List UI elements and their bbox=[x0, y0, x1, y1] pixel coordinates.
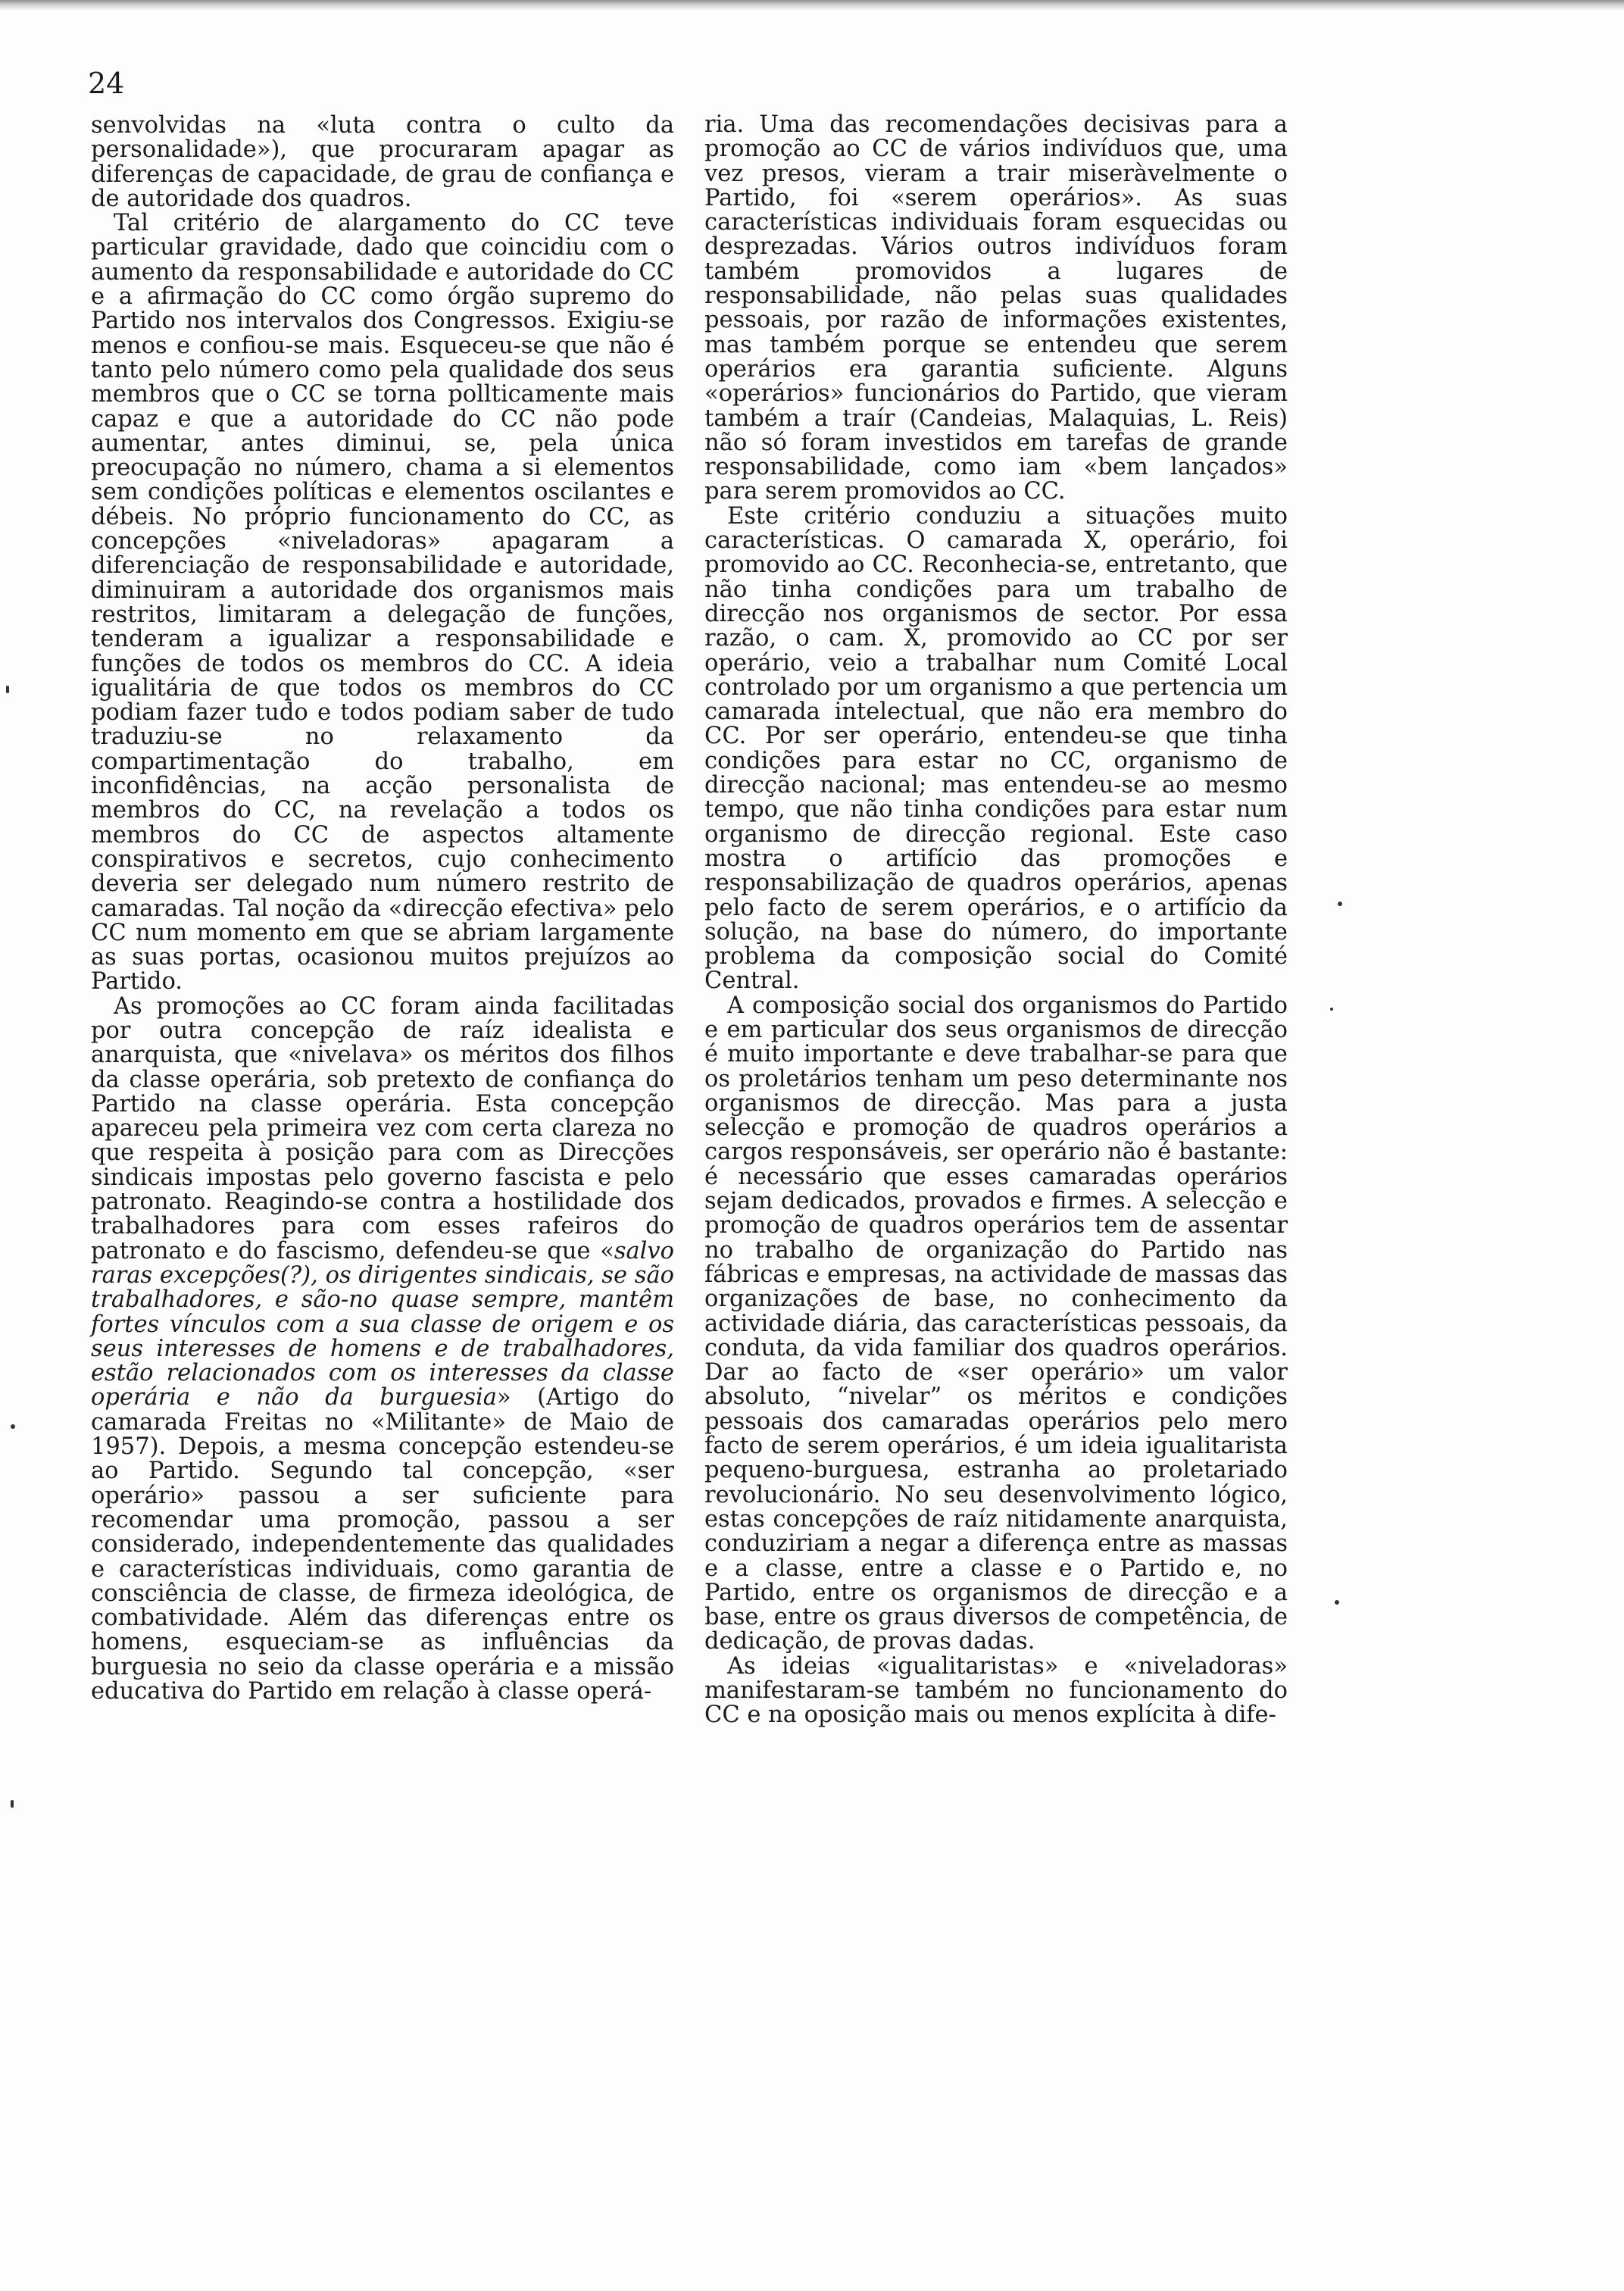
italic-quote: salvo raras excepções(?), os dirigentes sindicais, se são trabalhadores, e são-no quase sempre, mantêm fortes vínculos com a sua classe de origem e os seus interesses de homens e de trabalhadores, estão relacionados com os interesses da classe operária e não da burguesia bbox=[91, 1237, 674, 1411]
paragraph: Este critério conduziu a situações muito características. O camarada X, operário, foi promovido ao CC. Reconhecia-se, entretanto, que não tinha condições para um trabalho de direcção nos organismos de sector. Por essa razão, o cam. X, promovido ao CC por ser operário, veio a trabalhar num Comité Local controlado por um organismo a que pertencia um camarada intelectual, que não era membro do CC. Por ser operário, entendeu-se que tinha condições para estar no CC, organismo de direcção nacional; mas entendeu-se ao mesmo tempo, que não tinha condições para estar num organismo de direcção regional. Este caso mostra o artifício das promoções e responsabilização de quadros operários, apenas pelo facto de serem operários, e o artifício da solução, na base do número, do importante problema da composição social do Comité Central. bbox=[704, 502, 1288, 995]
paragraph: senvolvidas na «luta contra o culto da personalidade»), que procuraram apagar as diferenças de capacidade, de grau de confiança e de autoridade dos quadros. bbox=[91, 112, 674, 212]
paragraph: ria. Uma das recomendações decisivas para a promoção ao CC de vários indivíduos que, uma vez presos, vieram a trair miseràvelmente o Partido, foi «serem operários». As suas características individuais foram esquecidas ou desprezadas. Vários outros indivíduos foram também promovidos a lugares de responsabilidade, não pelas suas qualidades pessoais, por razão de informações existentes, mas também porque se entendeu que serem operários era garantia suficiente. Alguns «operários» funcionários do Partido, que vieram também a traír (Candeias, Malaquias, L. Reis) não só foram investidos em tarefas de grande responsabilidade, como iam «bem lançados» para serem promovidos ao CC. bbox=[704, 111, 1288, 505]
margin-mark bbox=[1330, 1008, 1333, 1011]
paragraph: A composição social dos organismos do Partido e em particular dos seus organismos de direcção é muito importante e deve trabalhar-se para que os proletários tenham um peso determinante nos organismos de direcção. Mas para a justa selecção e promoção de quadros operários a cargos responsáveis, ser operário não é bastante: é necessário que esses camaradas operários sejam dedicados, provados e firmes. A selecção e promoção de quadros operários tem de assentar no trabalho de organização do Partido nas fábricas e empresas, na actividade de massas das organizações de base, no conhecimento da actividade diária, das características pessoais, da conduta, da vida familiar dos quadros operários. Dar ao facto de «ser operário» um valor absoluto, “nivelar” os méritos e condições pessoais dos camaradas operários pelo mero facto de serem operários, é um ideia igualitarista pequeno-burguesa, estranha ao proletariado revolucionário. No seu desenvolvimento lógico, estas concepções de raíz nitidamente anarquista, conduziriam a negar a diferença entre as massas e a classe, entre a classe e o Partido e, no Partido, entre os organismos de direcção e a base, entre os graus diversos de competência, de dedicação, de provas dadas. bbox=[704, 992, 1288, 1655]
margin-mark bbox=[1338, 902, 1342, 906]
margin-mark bbox=[1335, 1600, 1339, 1605]
scan-top-edge bbox=[0, 0, 1624, 11]
paragraph bbox=[91, 992, 674, 1705]
left-column bbox=[91, 114, 674, 1704]
margin-mark bbox=[11, 1424, 15, 1429]
margin-mark bbox=[11, 1800, 14, 1808]
right-column bbox=[704, 111, 1288, 1729]
margin-mark bbox=[6, 686, 9, 693]
paragraph: Tal critério de alargamento do CC teve particular gravidade, dado que coincidiu com o aumento da responsabilidade e autoridade do CC e a afirmação do CC como órgão supremo do Partido nos intervalos dos Congressos. Exigiu-se menos e confiou-se mais. Esqueceu-se que não é tanto pelo número como pela qualidade dos seus membros que o CC se torna pollticamente mais capaz e que a autoridade do CC não pode aumentar, antes diminui, se, pela única preocupação no número, chama a si elementos sem condições políticas e elementos oscilantes e débeis. No próprio funcionamento do CC, as concepções «niveladoras» apagaram a diferenciação de responsabilidade e autoridade, diminuiram a autoridade dos organismos mais restritos, limitaram a delegação de funções, tenderam a igualizar a responsabilidade e funções de todos os membros do CC. A ideia igualitária de que todos os membros do CC podiam fazer tudo e todos podiam saber de tudo traduziu-se no relaxamento da compartimentação do trabalho, em inconfidências, na acção personalista de membros do CC, na revelação a todos os membros do CC de aspectos altamente conspirativos e secretos, cujo conhecimento deveria ser delegado num número restrito de camaradas. Tal noção da «direcção efectiva» pelo CC num momento em que se abriam largamente as suas portas, ocasionou muitos prejuízos ao Partido. bbox=[91, 210, 674, 995]
paragraph-text: As promoções ao CC foram ainda facilitadas por outra concepção de raíz idealista e anarquista, que «nivelava» os méritos dos filhos da classe operária, sob pretexto de confiança do Partido na classe operária. Esta concepção apareceu pela primeira vez com certa clareza no que respeita à posição para com as Direcções sindicais impostas pelo governo fascista e pelo patronato. Reagindo-se contra a hostilidade dos trabalhadores para com esses rafeiros do patronato e do fascismo, defendeu-se que « bbox=[91, 992, 674, 1264]
paragraph: As ideias «igualitaristas» e «niveladoras» manifestaram-se também no funcionamento do CC e na oposição mais ou menos explícita à dife- bbox=[704, 1652, 1288, 1729]
page-number: 24 bbox=[88, 67, 125, 100]
paragraph-text: » (Artigo do camarada Freitas no «Militante» de Maio de 1957). Depois, a mesma concepção estendeu-se ao Partido. Segundo tal concepção, «ser operário» passou a ser suficiente para recomendar uma promoção, passou a ser considerado, independentemente das qualidades e características individuais, como garantia de consciência de classe, de firmeza ideológica, de combatividade. Além das diferenças entre os homens, esqueciam-se as influências da burguesia no seio da classe operária e a missão educativa do Partido em relação à classe operá- bbox=[91, 1384, 674, 1705]
